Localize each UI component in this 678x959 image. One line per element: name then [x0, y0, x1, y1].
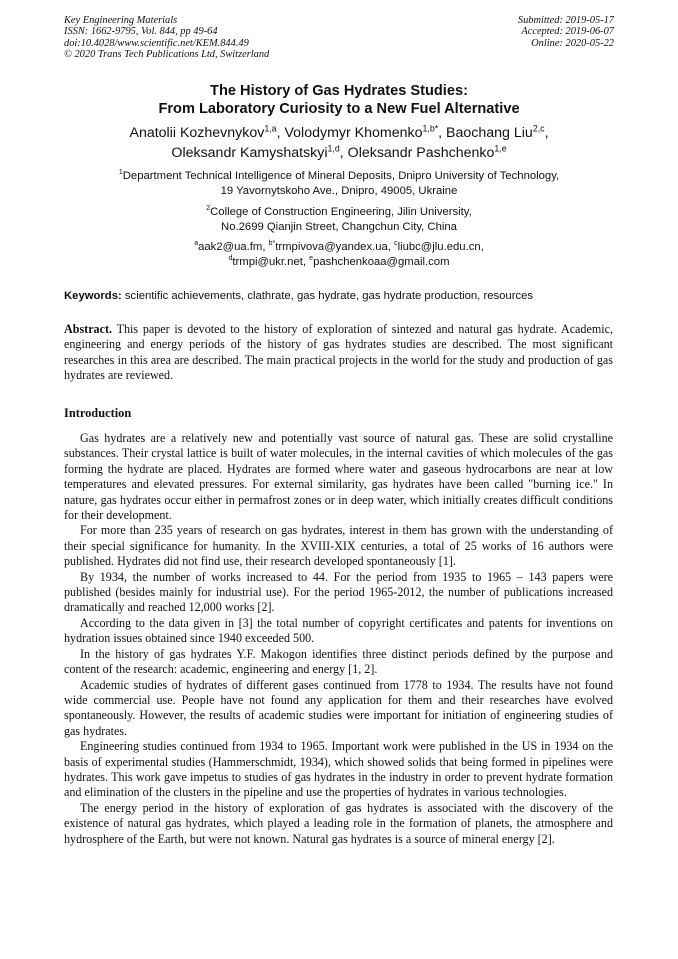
abstract-label: Abstract. [64, 322, 113, 336]
author-sup: 1,a [264, 123, 277, 134]
submission-dates [518, 15, 614, 49]
affiliation-text: College of Construction Engineering, Jilin University, [210, 206, 472, 218]
introduction-body [64, 431, 613, 847]
paragraph: The energy period in the history of exploration of gas hydrates is associated with the discovery of the existence of natural gas hydrates, which played a leading role in the formation of planets, the atmosphere and hydrosphere of the Earth, but were not known. Natural gas hydrates is a source of mineral energy [2]. [64, 800, 613, 846]
email-address[interactable]: pashchenkoaa@gmail.com [313, 255, 450, 268]
email-address[interactable]: aak2@ua.fm, [198, 241, 269, 253]
authors-line-1 [40, 123, 638, 143]
author-sup: 2,c [532, 123, 545, 134]
paragraph: According to the data given in [3] the total number of copyright certificates and patents for inventions on hydration issues obtained since 1940 exceeded 500. [64, 615, 613, 646]
affiliation-1 [40, 169, 638, 198]
paragraph: Academic studies of hydrates of different gases continued from 1778 to 1934. The results have not found wide commercial use. People have not found any application for them and their researches have evolved spontaneously. However, the results of academic studies were important for initiation of engineering studies of gas hydrates. [64, 677, 613, 738]
accepted-date: Accepted: 2019-06-07 [521, 26, 614, 38]
author-name: Oleksandr Kamyshatskyi [171, 145, 328, 161]
author-emails [40, 240, 638, 269]
abstract-text: This paper is devoted to the history of exploration of sintezed and natural gas hydrate. Academic, engineering and energy periods of the history of gas hydrates studies are described. The most significant researches in this area are described. The main practical projects in the world for the study and production of gas hydrates are reviewed. [64, 322, 613, 383]
journal-copyright: © 2020 Trans Tech Publications Ltd, Switzerland [64, 49, 270, 61]
section-heading-introduction: Introduction [64, 406, 132, 420]
email-address[interactable]: liubc@jlu.edu.cn, [397, 241, 484, 253]
journal-info [64, 15, 269, 61]
author-name: Anatolii Kozhevnykov [129, 125, 265, 141]
paragraph: For more than 235 years of research on gas hydrates, interest in them has grown with the understanding of their special significance for humanity. In the XVIII-XIX centuries, a total of 25 works of 16 authors were published. Hydrates did not find use, their research developed spontaneously [1]. [64, 523, 613, 569]
emails-line-2 [40, 255, 638, 270]
title-line-2: From Laboratory Curiosity to a New Fuel Alternative [158, 101, 520, 117]
affiliation-2 [40, 205, 638, 234]
paper-title [40, 82, 638, 118]
title-line-1: The History of Gas Hydrates Studies: [210, 83, 468, 99]
affiliation-2-line-1 [40, 205, 638, 220]
paragraph: In the history of gas hydrates Y.F. Makogon identifies three distinct periods defined by the purpose and content of the research: academic, engineering and energy [1, 2]. [64, 646, 613, 677]
affiliation-1-line-1 [40, 169, 638, 184]
email-sup: d [228, 254, 233, 262]
journal-name: Key Engineering Materials [64, 15, 178, 26]
paragraph: Gas hydrates are a relatively new and potentially vast source of natural gas. These are solid crystalline substances. Their crystal lattice is built of water molecules, in the internal cavities of which molecules of the gas forming the hydrate are placed. Hydrates are formed where water and gaseous hydrocarbons are near at low temperatures and elevated pressures. For external similarity, gas hydrates have been called "burning ice." In nature, gas hydrates occur either in permafrost zones or in deep water, which initially creates difficult conditions for their development. [64, 431, 613, 523]
email-sup: e [309, 254, 314, 262]
abstract-paragraph [64, 322, 613, 384]
abstract [64, 322, 613, 384]
journal-issn: ISSN: 1662-9795, Vol. 844, pp 49-64 [64, 26, 218, 38]
paragraph: Engineering studies continued from 1934 to 1965. Important work were published in the US in 1934 on the basis of experimental studies (Hammerschmidt, 1934), which showed solids that being formed in pipelines were hydrates. This work gave impetus to studies of gas hydrates in the industry in order to prevent hydrate formation and elimination of the clusters in the pipeline and use the properties of hydrates in various technologies. [64, 739, 613, 800]
email-address[interactable]: trmpi@ukr.net, [232, 255, 310, 268]
author-sup: 1,b* [422, 123, 439, 134]
author-list [40, 123, 638, 163]
author-sup: 1,d [327, 143, 340, 154]
keywords-text: scientific achievements, clathrate, gas hydrate, gas hydrate production, resources [121, 290, 534, 302]
author-sep: , [438, 125, 447, 141]
affiliation-1-line-2: 19 Yavornytskoho Ave., Dnipro, 49005, Ukraine [220, 184, 458, 197]
email-sup: a [194, 240, 199, 248]
affiliation-2-line-2: No.2699 Qianjin Street, Changchun City, China [221, 220, 457, 233]
author-sep: , [276, 125, 285, 141]
keywords [64, 289, 624, 303]
online-date: Online: 2020-05-22 [531, 37, 614, 49]
author-name: Oleksandr Pashchenko [347, 145, 495, 161]
author-name: Baochang Liu [446, 125, 533, 141]
author-name: Volodymyr Khomenko [284, 125, 423, 141]
author-sep: , [544, 125, 549, 141]
affiliation-sup: 2 [206, 205, 211, 213]
author-sup: 1,e [494, 143, 507, 154]
affiliation-text: Department Technical Intelligence of Mineral Deposits, Dnipro University of Technology, [122, 170, 560, 182]
authors-line-2 [40, 143, 638, 163]
submitted-date: Submitted: 2019-05-17 [517, 15, 614, 26]
affiliation-sup: 1 [118, 169, 123, 177]
email-sup: b* [268, 240, 276, 248]
journal-doi: doi:10.4028/www.scientific.net/KEM.844.49 [64, 37, 249, 49]
author-sep: , [339, 145, 348, 161]
email-sup: c [394, 240, 398, 248]
keywords-label: Keywords: [64, 290, 122, 302]
email-address[interactable]: trmpivova@yandex.ua, [275, 241, 395, 253]
emails-line-1 [40, 240, 638, 255]
paragraph: By 1934, the number of works increased to 44. For the period from 1935 to 1965 – 143 papers were published (besides mainly for industrial use). For the period 1965-2012, the number of publications increased dramatically and reached 12,000 works [2]. [64, 569, 613, 615]
